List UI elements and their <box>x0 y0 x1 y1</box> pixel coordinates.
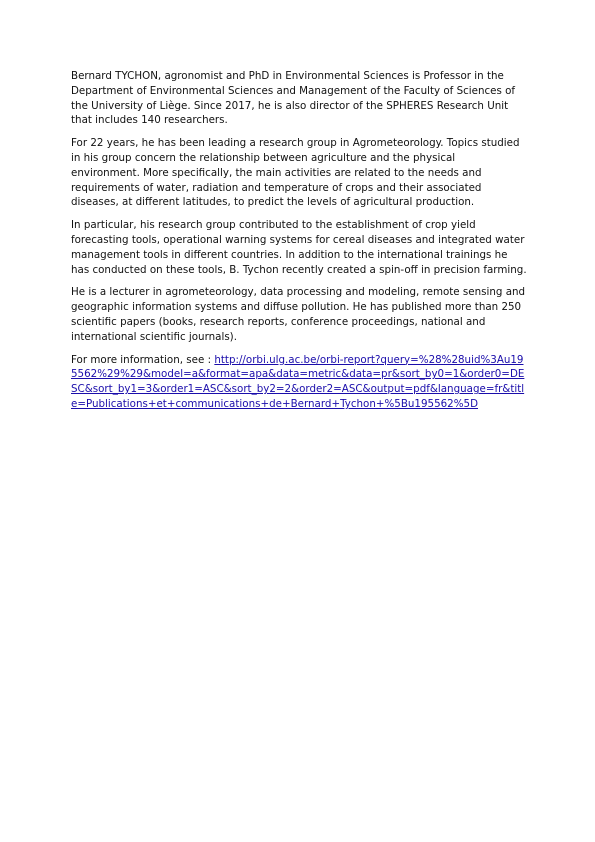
biography-text <box>71 69 527 420</box>
paragraph-contributions: In particular, his research group contributed to the establishment of crop yield forecasting tools, operational warning systems for cereal diseases and integrated water management tools in different countries. In addition to the international trainings he has conducted on these tools, B. Tychon recently created a spin-off in precision farming. <box>71 219 527 276</box>
paragraph-research-group: For 22 years, he has been leading a research group in Agrometeorology. Topics studied in his group concern the relationship between agriculture and the physical environment. More specifically, the main activities are related to the needs and requirements of water, radiation and temperature of crops and their associated diseases, at different latitudes, to predict the levels of agricultural production. <box>71 137 520 209</box>
more-information-label: For more information, see : <box>71 353 215 366</box>
paragraph-teaching: He is a lecturer in agrometeorology, data processing and modeling, remote sensing and geographic information systems and diffuse pollution. He has published more than 250 scientific papers (books, research reports, conference proceedings, national and international scientific journals). <box>71 286 526 343</box>
paragraph-intro: Bernard TYCHON, agronomist and PhD in Environmental Sciences is Professor in the Department of Environmental Sciences and Management of the Faculty of Sciences of the University of Liège. Since 2017, he is also director of the SPHERES Research Unit that includes 140 researchers. <box>71 70 516 127</box>
more-information <box>71 353 527 412</box>
publications-link[interactable]: http://orbi.ulg.ac.be/orbi-report?query=%28%28uid%3Au195562%29%29&model=a&format=apa&data=metric&data=pr&sort_by0=1&order0=DESC&sort_by1=3&order1=ASC&sort_by2=2&order2=ASC&output=pdf&language=fr&title=Publications+et+communications+de+Bernard+Tychon+%5Bu195562%5D <box>71 353 525 410</box>
